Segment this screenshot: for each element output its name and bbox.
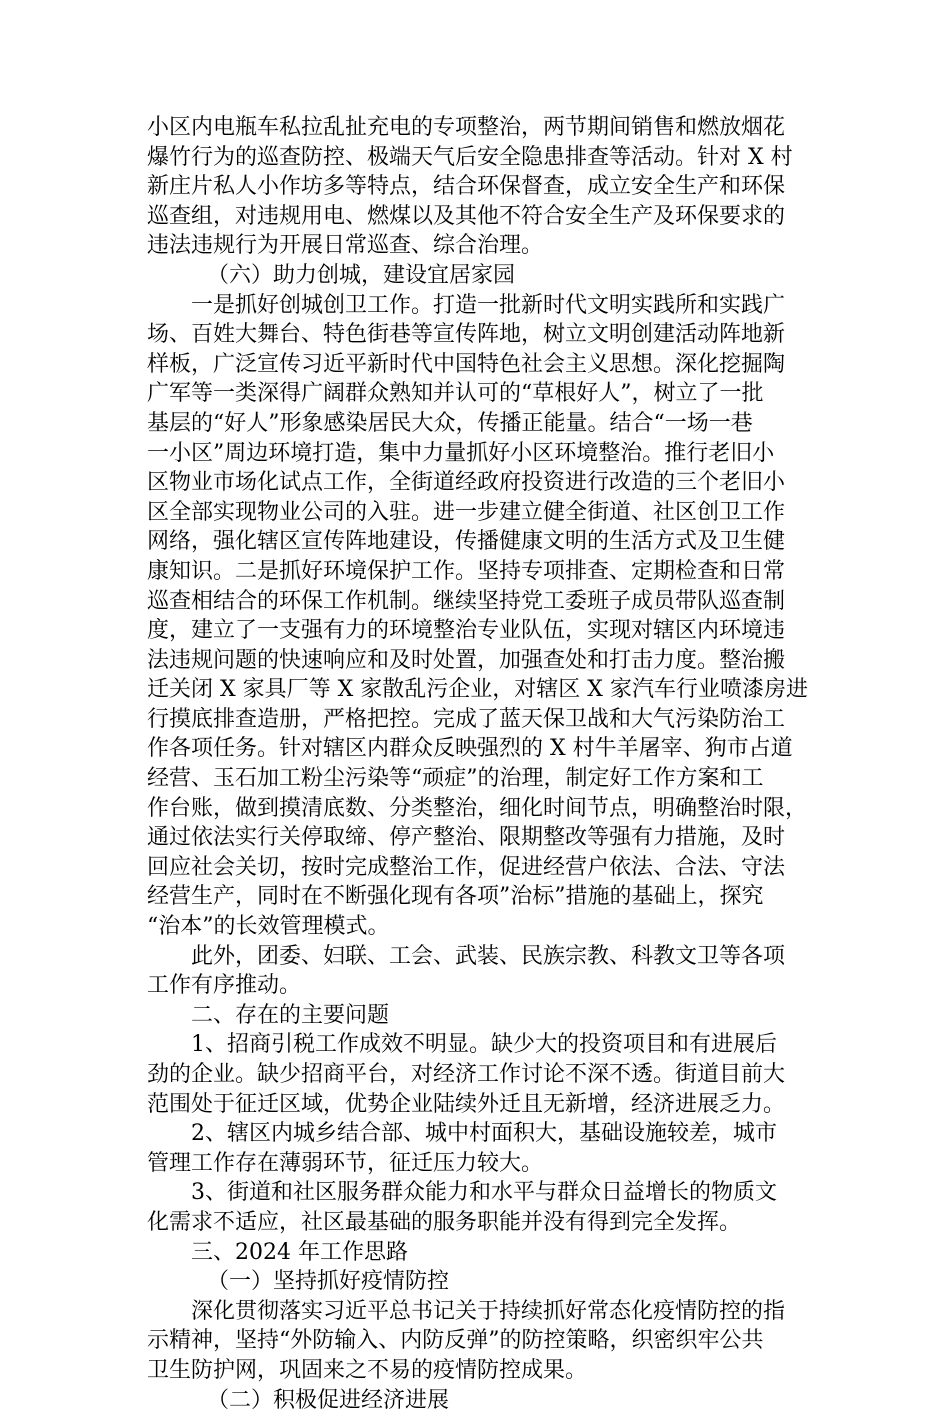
text-line: 2、辖区内城乡结合部、城中村面积大，基础设施较差，城市 (191, 1121, 777, 1147)
text-line: 基层的“好人”形象感染居民大众，传播正能量。结合“一场一巷 (147, 410, 753, 436)
text-line: 示精神，坚持“外防输入、内防反弹”的防控策略，织密织牢公共 (147, 1328, 764, 1354)
text-line: 违法违规行为开展日常巡查、综合治理。 (147, 233, 544, 259)
heading-line: 二、存在的主要问题 (191, 1002, 390, 1028)
text-line: 化需求不适应，社区最基础的服务职能并没有得到完全发挥。 (147, 1209, 742, 1235)
heading-epidemic-control (147, 1267, 827, 1297)
text-line: 小区内电瓶车私拉乱扯充电的专项整治，两节期间销售和燃放烟花 (147, 115, 786, 140)
text-line: 回应社会关切，按时完成整治工作，促进经营户依法、合法、守法 (147, 854, 786, 880)
paragraph-security-inspection (147, 113, 827, 261)
text-line: 广军等一类深得广阔群众熟知并认可的“草根好人”，树立了一批 (147, 381, 764, 407)
text-line: 新庄片私人小作坊多等特点，结合环保督查，成立安全生产和环保 (147, 174, 786, 200)
paragraph-problem-3 (147, 1178, 827, 1237)
document-body (147, 113, 827, 1415)
text-line: 爆竹行为的巡查防控、极端天气后安全隐患排查等活动。针对 X 村 (147, 144, 793, 170)
text-line: 作各项任务。针对辖区内群众反映强烈的 X 村牛羊屠宰、狗市占道 (147, 736, 793, 762)
text-line: 经营、玉石加工粉尘污染等“顽症”的治理，制定好工作方案和工 (147, 766, 764, 792)
heading-line: （二）积极促进经济进展 (207, 1387, 450, 1413)
text-line: 网络，强化辖区宣传阵地建设，传播健康文明的生活方式及卫生健 (147, 529, 786, 555)
text-line: 范围处于征迁区域，优势企业陆续外迁且无新增，经济进展乏力。 (147, 1091, 786, 1117)
text-line: 一小区”周边环境打造，集中力量抓好小区环境整治。推行老旧小 (147, 440, 775, 466)
text-line: 此外，团委、妇联、工会、武装、民族宗教、科教文卫等各项 (191, 943, 786, 969)
paragraph-problem-1 (147, 1030, 827, 1119)
text-line: 巡查组，对违规用电、燃煤以及其他不符合安全生产及环保要求的 (147, 203, 786, 229)
text-line: 行摸底排查造册，严格把控。完成了蓝天保卫战和大气污染防治工 (147, 706, 786, 732)
heading-line: （一）坚持抓好疫情防控 (207, 1269, 450, 1295)
text-line: 通过依法实行关停取缔、停产整治、限期整改等强有力措施，及时 (147, 825, 786, 851)
text-line: 1、招商引税工作成效不明显。缺少大的投资项目和有进展后 (191, 1032, 777, 1058)
text-line: 一是抓好创城创卫工作。打造一批新时代文明实践所和实践广 (191, 292, 786, 318)
heading-problems (147, 1001, 827, 1031)
heading-line: 三、2024 年工作思路 (191, 1239, 408, 1265)
text-line: 区物业市场化试点工作，全街道经政府投资进行改造的三个老旧小 (147, 470, 786, 496)
text-line: 作台账，做到摸清底数、分类整治，细化时间节点，明确整治时限， (147, 795, 808, 821)
heading-line: （六）助力创城，建设宜居家园 (207, 262, 516, 288)
heading-2024-work-plan (147, 1238, 827, 1268)
text-line: 劲的企业。缺少招商平台，对经济工作讨论不深不透。街道目前大 (147, 1062, 786, 1087)
text-line: 经营生产，同时在不断强化现有各项”治标”措施的基础上，探究 (147, 884, 764, 910)
text-line: 3、街道和社区服务群众能力和水平与群众日益增长的物质文 (191, 1180, 777, 1206)
paragraph-other-work (147, 942, 827, 1001)
text-line: 康知识。二是抓好环境保护工作。坚持专项排查、定期检查和日常 (147, 558, 786, 584)
text-line: 工作有序推动。 (147, 973, 302, 999)
paragraph-epidemic-control (147, 1297, 827, 1386)
text-line: 管理工作存在薄弱环节，征迁压力较大。 (147, 1150, 544, 1176)
heading-economic-development (147, 1386, 827, 1415)
text-line: “治本”的长效管理模式。 (147, 914, 390, 940)
paragraph-city-creation (147, 291, 827, 942)
text-line: 区全部实现物业公司的入驻。进一步建立健全街道、社区创卫工作 (147, 499, 786, 525)
text-line: 卫生防护网，巩固来之不易的疫情防控成果。 (147, 1357, 588, 1383)
text-line: 度，建立了一支强有力的环境整治专业队伍，实现对辖区内环境违 (147, 618, 786, 644)
text-line: 样板，广泛宣传习近平新时代中国特色社会主义思想。深化挖掘陶 (147, 351, 786, 377)
text-line: 巡查相结合的环保工作机制。继续坚持党工委班子成员带队巡查制 (147, 588, 786, 614)
text-line: 深化贯彻落实习近平总书记关于持续抓好常态化疫情防控的指 (191, 1298, 786, 1324)
text-line: 场、百姓大舞台、特色街巷等宣传阵地，树立文明创建活动阵地新 (147, 322, 786, 348)
heading-section-six (147, 261, 827, 291)
text-line: 迁关闭 X 家具厂等 X 家散乱污企业，对辖区 X 家汽车行业喷漆房进 (147, 677, 808, 703)
paragraph-problem-2 (147, 1119, 827, 1178)
text-line: 法违规问题的快速响应和及时处置，加强查处和打击力度。整治搬 (147, 647, 786, 673)
